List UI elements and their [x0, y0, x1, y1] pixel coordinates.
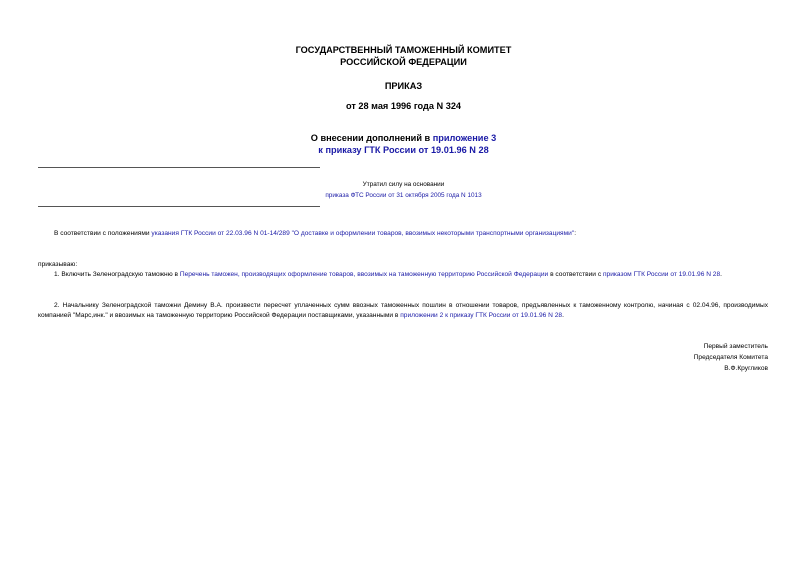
signature-block [694, 341, 768, 374]
signature-line-1: Первый заместитель [703, 343, 768, 350]
item-1-paragraph [38, 270, 768, 280]
item-1-link-order[interactable]: приказом ГТК России от 19.01.96 N 28 [602, 271, 721, 278]
signature-line-2: Председателя Комитета [693, 354, 768, 361]
signature-line-3: В.Ф.Кругликов [724, 365, 768, 372]
document-type: ПРИКАЗ [384, 81, 423, 91]
item-2-paragraph [38, 301, 768, 321]
org-line-1: ГОСУДАРСТВЕННЫЙ ТАМОЖЕННЫЙ КОМИТЕТ [295, 45, 512, 55]
organization-name [0, 44, 807, 68]
item-2-link[interactable]: приложении 2 к приказу ГТК России от 19.01.96 N 28 [400, 312, 563, 319]
item-1-prefix: 1. Включить Зеленоградскую таможню в [54, 271, 180, 278]
preamble-paragraph [38, 229, 768, 239]
document-date: от 28 мая 1996 года N 324 [345, 101, 462, 111]
divider-top [38, 167, 320, 168]
org-line-2: РОССИЙСКОЙ ФЕДЕРАЦИИ [340, 57, 467, 67]
status-link[interactable]: приказа ФТС России от 31 октября 2005 года N 1013 [325, 192, 482, 199]
divider-bottom [38, 206, 320, 207]
title-link-order[interactable]: к приказу ГТК России от 19.01.96 N 28 [318, 145, 489, 155]
preamble-suffix: : [574, 230, 577, 237]
order-word: приказываю: [38, 261, 78, 268]
item-2-suffix: . [562, 312, 564, 319]
preamble-prefix: В соответствии с положениями [54, 230, 152, 237]
item-2-prefix: 2. Начальнику Зеленоградской таможни Демину В.А. произвести пересчет уплаченных сумм ввозных таможенных пошлин в отношении товаров, предъявленных к таможенному контролю, начиная с 02.04.96, производимых компанией "Марс,инк." и ввозимых на таможенную территорию Российской Федерации поставщиками, указанными в [38, 302, 768, 319]
item-1-middle: в соответствии с [548, 271, 603, 278]
document-title [0, 132, 807, 156]
item-1-suffix: . [720, 271, 722, 278]
title-link-appendix[interactable]: приложение 3 [432, 133, 497, 143]
item-1-link-list[interactable]: Перечень таможен, производящих оформление товаров, ввозимых на таможенную территорию Российской Федерации [179, 271, 549, 278]
preamble-link[interactable]: указания ГТК России от 22.03.96 N 01-14/289 "О доставке и оформлении товаров, ввозимых некоторыми транспортными организациями" [151, 230, 575, 237]
status-text: Утратил силу на основании [362, 181, 445, 188]
title-prefix: О внесении дополнений в [310, 133, 433, 143]
